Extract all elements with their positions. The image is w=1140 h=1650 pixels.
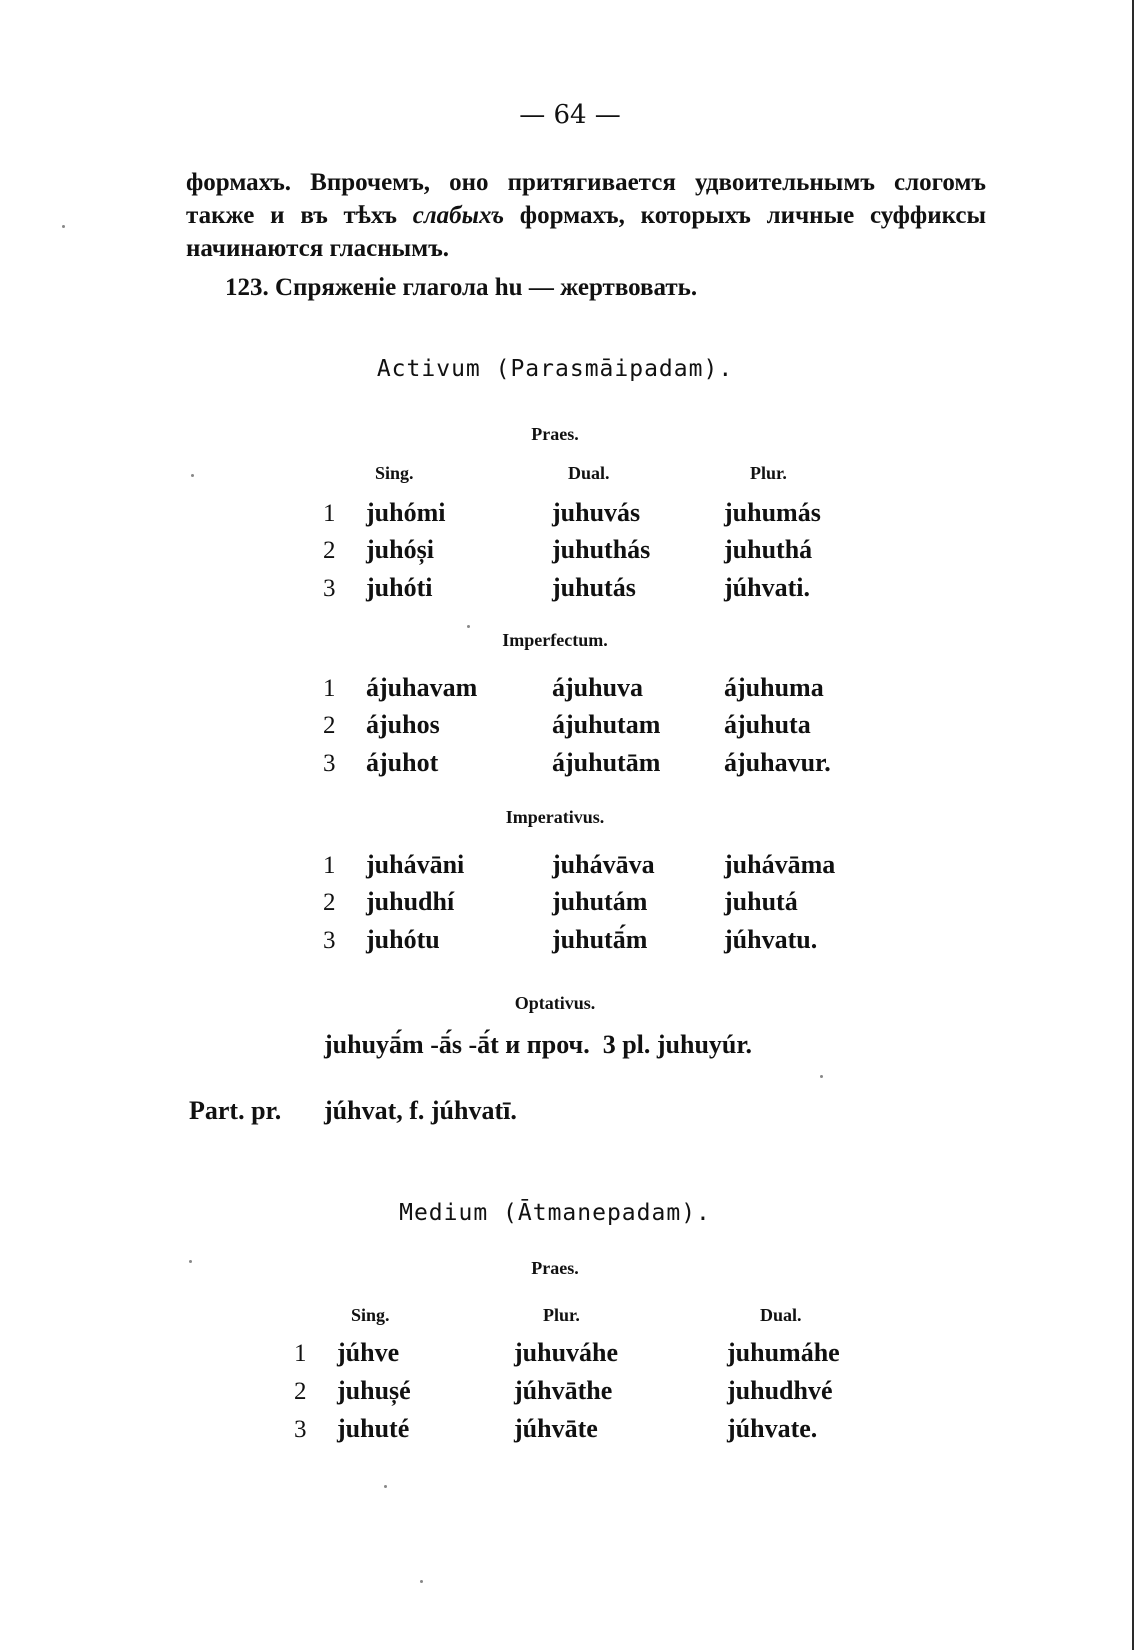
table-cell: ájuhuta bbox=[724, 710, 811, 739]
imperativus-label: Imperativus. bbox=[505, 807, 605, 827]
table-cell: ájuhuma bbox=[724, 673, 824, 702]
medium-praes-label: Praes. bbox=[531, 1258, 579, 1278]
optativus-line: juhuyā́m -ā́s -ā́t и проч. 3 pl. juhuyúr. bbox=[324, 1030, 753, 1059]
table-cell: júhvati. bbox=[724, 573, 810, 602]
table-cell: juhóși bbox=[366, 535, 434, 564]
row-number: 2 bbox=[323, 889, 336, 916]
intro-line-1: формахъ. Впрочемъ, оно притягивается удвоительнымъ слогомъ bbox=[186, 169, 986, 196]
table-cell: júhvāte bbox=[514, 1414, 598, 1443]
scan-speck bbox=[384, 1485, 387, 1488]
table-cell: juhuthás bbox=[552, 535, 651, 564]
row-number: 2 bbox=[294, 1378, 307, 1405]
table-cell: juhóti bbox=[366, 573, 433, 602]
section-heading-text: Спряженіе глагола hu — жертвовать. bbox=[275, 274, 698, 301]
scan-speck bbox=[820, 1075, 823, 1078]
activum-title: Activum (Parasmāipadam). bbox=[376, 356, 734, 382]
page-number: — 64 — bbox=[519, 100, 621, 130]
scan-speck bbox=[191, 474, 194, 477]
table-cell: juhutā́m bbox=[552, 925, 648, 954]
participle-text: júhvat, f. júhvatī. bbox=[324, 1096, 517, 1125]
table-cell: juhușé bbox=[337, 1376, 411, 1405]
page-edge bbox=[1132, 0, 1134, 1650]
row-number: 1 bbox=[323, 675, 336, 702]
row-number: 1 bbox=[323, 500, 336, 527]
col-dual-label: Dual. bbox=[568, 463, 610, 483]
intro-paragraph bbox=[186, 166, 986, 265]
table-cell: ájuhuva bbox=[552, 673, 644, 702]
table-cell: juhuthá bbox=[724, 535, 813, 564]
medium-col-sing-label: Sing. bbox=[351, 1305, 390, 1325]
table-cell: juhuváhe bbox=[514, 1338, 619, 1367]
table-cell: júhvatu. bbox=[724, 925, 818, 954]
table-cell: ájuhot bbox=[366, 748, 439, 777]
row-number: 3 bbox=[323, 575, 336, 602]
scan-speck bbox=[189, 1260, 192, 1263]
table-cell: juhávāma bbox=[724, 850, 836, 879]
activum-praes-label: Praes. bbox=[531, 424, 579, 444]
row-number: 2 bbox=[323, 537, 336, 564]
medium-col-dual-label: Dual. bbox=[760, 1305, 802, 1325]
medium-title: Medium (Ātmanepadam). bbox=[399, 1200, 711, 1226]
table-cell: ájuhutam bbox=[552, 710, 661, 739]
row-number: 3 bbox=[323, 750, 336, 777]
table-cell: ájuhos bbox=[366, 710, 440, 739]
row-number: 3 bbox=[323, 927, 336, 954]
table-cell: juhávāva bbox=[552, 850, 655, 879]
col-plur-label: Plur. bbox=[750, 463, 787, 483]
row-number: 1 bbox=[294, 1340, 307, 1367]
table-cell: juhómi bbox=[366, 498, 446, 527]
italic-word: слабыхъ bbox=[412, 202, 505, 229]
intro-line-2-text: также и въ тѣхъ слабыхъ формахъ, которыхъ личные суффиксы bbox=[186, 202, 986, 229]
table-cell: juhuvás bbox=[552, 498, 641, 527]
row-number: 3 bbox=[294, 1416, 307, 1443]
section-heading bbox=[225, 274, 697, 302]
row-number: 1 bbox=[323, 852, 336, 879]
table-cell: juhumás bbox=[724, 498, 821, 527]
table-cell: juhudhí bbox=[366, 887, 455, 916]
medium-col-plur-label: Plur. bbox=[543, 1305, 580, 1325]
col-sing-label: Sing. bbox=[375, 463, 414, 483]
section-number: 123. bbox=[225, 274, 269, 301]
table-cell: juhótu bbox=[366, 925, 440, 954]
table-cell: ájuhutām bbox=[552, 748, 661, 777]
imperfectum-label: Imperfectum. bbox=[502, 630, 608, 650]
table-cell: juhávāni bbox=[366, 850, 465, 879]
scan-speck bbox=[467, 625, 470, 628]
table-cell: juhumáhe bbox=[727, 1338, 840, 1367]
table-cell: juhutás bbox=[552, 573, 636, 602]
intro-line-2 bbox=[186, 199, 986, 232]
table-cell: júhvāthe bbox=[514, 1376, 613, 1405]
scan-speck bbox=[420, 1580, 423, 1583]
table-cell: júhvate. bbox=[727, 1414, 818, 1443]
table-cell: juhutá bbox=[724, 887, 798, 916]
table-cell: ájuhavam bbox=[366, 673, 478, 702]
optativus-label: Optativus. bbox=[514, 993, 596, 1013]
table-cell: júhve bbox=[337, 1338, 400, 1367]
intro-line-3: начинаются гласнымъ. bbox=[186, 235, 450, 262]
table-cell: juhudhvé bbox=[727, 1376, 833, 1405]
row-number: 2 bbox=[323, 712, 336, 739]
table-cell: juhutám bbox=[552, 887, 648, 916]
table-cell: ájuhavur. bbox=[724, 748, 831, 777]
participle-label: Part. pr. bbox=[189, 1096, 282, 1125]
scan-speck bbox=[62, 225, 65, 228]
table-cell: juhuté bbox=[337, 1414, 410, 1443]
